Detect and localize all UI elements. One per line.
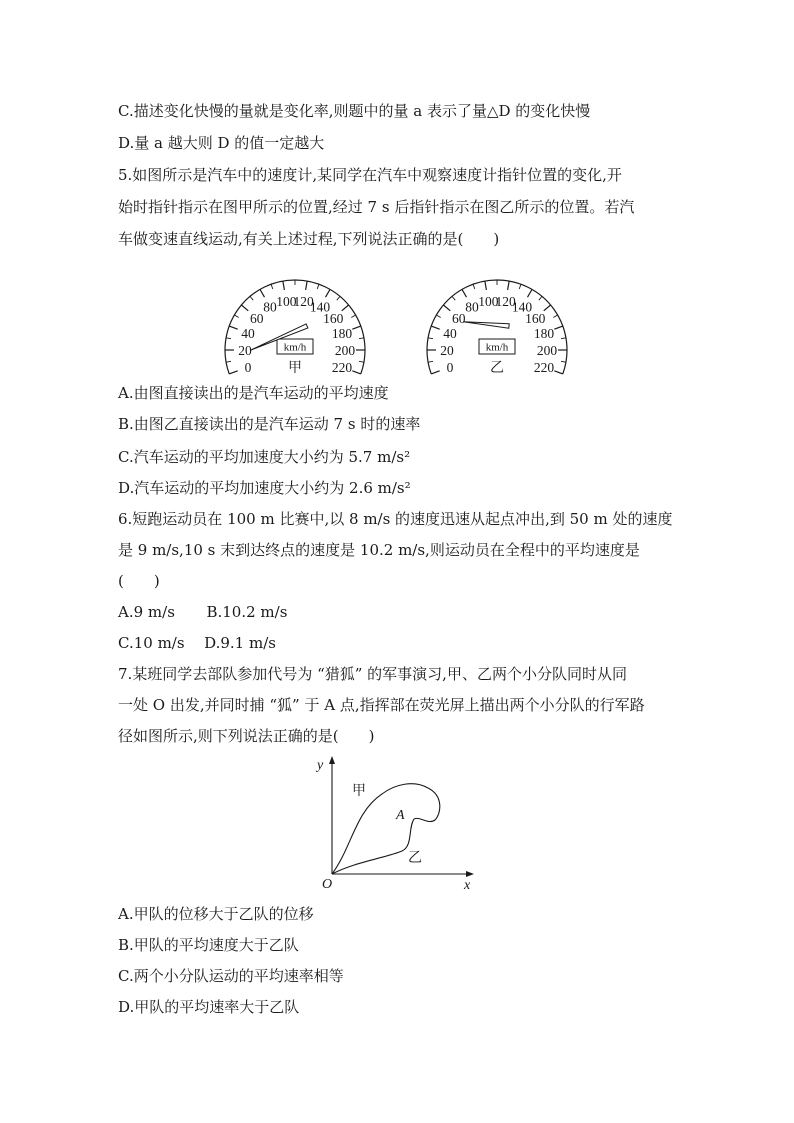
q6-options-row-2: [118, 633, 276, 653]
gauge-tick-label: 180: [533, 325, 555, 341]
gauge-tick-label: 160: [525, 310, 546, 326]
gauge-tick-mark: [226, 338, 231, 339]
gauge-tick-label: 120: [293, 293, 314, 309]
q5-option-c: C.汽车运动的平均加速度大小约为 5.7 m/s²: [118, 448, 411, 466]
gauge-tick-mark: [283, 281, 285, 290]
gauge-tick-mark: [226, 361, 231, 362]
gauge-tick-mark: [431, 371, 439, 374]
x-axis-label: x: [464, 878, 471, 893]
gauge-tick-mark: [271, 284, 273, 289]
gauge-tick-label: 200: [334, 343, 356, 358]
gauge-tick-mark: [317, 284, 319, 289]
q6-option-b: B.10.2 m/s: [206, 603, 288, 621]
gauge-tick-mark: [229, 371, 237, 374]
q7-option-c: C.两个小分队运动的平均速率相等: [118, 967, 344, 985]
gauge-needle: [463, 322, 509, 328]
gauge-tick-mark: [485, 281, 487, 290]
gauge-tick-label: 220: [533, 360, 555, 375]
gauge-tick-label: 140: [511, 299, 533, 315]
gauge-tick-mark: [462, 289, 467, 297]
gauge-tick-mark: [428, 338, 433, 339]
q5-stem-line-2: 始时指针指示在图甲所示的位置,经过 7 s 后指针指示在图乙所示的位置。若汽: [118, 198, 635, 216]
gauge-tick-mark: [539, 296, 542, 300]
q6-option-a: A.9 m/s: [118, 603, 175, 621]
q7-stem-line-1: 7.某班同学去部队参加代号为 “猎狐” 的军事演习,甲、乙两个小分队同时从同: [118, 665, 627, 683]
q6-option-d: D.9.1 m/s: [204, 634, 276, 652]
speedometer-gauge-jia: [225, 280, 365, 375]
gauge-tick-label: 160: [323, 310, 344, 326]
gauge-tick-mark: [443, 305, 450, 311]
path-yi-label: 乙: [408, 851, 422, 866]
q5-stem-line-3: 车做变速直线运动,有关上述过程,下列说法正确的是( ): [118, 230, 500, 248]
gauge-tick-mark: [452, 296, 455, 300]
point-a-label: A: [396, 808, 405, 823]
gauge-tick-mark: [234, 315, 238, 318]
gauge-tick-mark: [528, 289, 533, 297]
path-jia-label: 甲: [352, 784, 366, 799]
gauge-tick-mark: [508, 281, 510, 290]
gauge-tick-mark: [229, 326, 237, 329]
gauge-tick-mark: [260, 289, 265, 297]
speedometer-figure: [0, 255, 794, 375]
gauge-unit-label: km/h: [485, 341, 509, 354]
gauge-tick-mark: [553, 315, 557, 318]
q5-option-a: A.由图直接读出的是汽车运动的平均速度: [118, 384, 389, 402]
gauge-tick-label: 220: [331, 360, 353, 375]
gauge-tick-mark: [241, 305, 248, 311]
q7-option-a: A.甲队的位移大于乙队的位移: [118, 905, 314, 923]
gauge-tick-label: 140: [309, 299, 331, 315]
gauge-caption: 乙: [490, 361, 504, 375]
origin-label: O: [322, 877, 333, 892]
gauge-tick-mark: [352, 326, 360, 329]
gauge-tick-label: 200: [536, 343, 558, 358]
gauge-tick-mark: [250, 296, 253, 300]
gauge-tick-label: 80: [465, 299, 479, 315]
gauge-caption: 甲: [288, 361, 302, 375]
gauge-tick-label: 20: [238, 343, 252, 358]
gauge-tick-label: 40: [443, 325, 457, 341]
y-axis-label: y: [317, 758, 324, 773]
gauge-tick-mark: [554, 326, 562, 329]
gauge-tick-mark: [306, 281, 308, 290]
gauge-unit-label: km/h: [283, 341, 307, 354]
gauge-tick-label: 60: [249, 310, 264, 326]
gauge-tick-mark: [352, 371, 360, 374]
gauge-tick-mark: [326, 289, 331, 297]
gauge-tick-mark: [351, 315, 355, 318]
gauge-tick-label: 0: [446, 360, 454, 375]
route-path-jia: [332, 784, 440, 874]
q6-options-row-1: [118, 602, 287, 622]
gauge-tick-mark: [359, 361, 364, 362]
q6-stem-line-1: 6.短跑运动员在 100 m 比赛中,以 8 m/s 的速度迅速从起点冲出,到 50 m 处的速度: [118, 510, 673, 528]
route-path-yi: [332, 819, 414, 874]
gauge-tick-label: 120: [495, 293, 516, 309]
q7-stem-line-2: 一处 O 出发,并同时捕 “狐” 于 A 点,指挥部在荧光屏上描出两个小分队的行军路: [118, 696, 645, 714]
q7-stem-line-3: 径如图所示,则下列说法正确的是( ): [118, 727, 375, 745]
q6-option-c: C.10 m/s: [118, 634, 185, 652]
gauge-tick-mark: [519, 284, 521, 289]
gauge-tick-mark: [436, 315, 440, 318]
gauge-tick-mark: [337, 296, 340, 300]
q7-option-b: B.甲队的平均速度大于乙队: [118, 936, 299, 954]
gauge-tick-label: 20: [440, 343, 454, 358]
q6-stem-line-2: 是 9 m/s,10 s 末到达终点的速度是 10.2 m/s,则运动员在全程中的平均速度是: [118, 541, 640, 559]
route-figure: [300, 752, 500, 897]
gauge-tick-label: 40: [241, 325, 255, 341]
gauge-tick-mark: [561, 338, 566, 339]
gauge-tick-label: 60: [451, 310, 466, 326]
gauge-tick-mark: [561, 361, 566, 362]
gauge-tick-mark: [473, 284, 475, 289]
gauge-tick-mark: [359, 338, 364, 339]
gauge-tick-mark: [431, 326, 439, 329]
speedometer-gauge-yi: [427, 280, 567, 375]
q5-stem-line-1: 5.如图所示是汽车中的速度计,某同学在汽车中观察速度计指针位置的变化,开: [118, 166, 622, 184]
gauge-tick-label: 80: [263, 299, 277, 315]
q4-option-d: D.量 a 越大则 D 的值一定越大: [118, 134, 325, 152]
gauge-tick-label: 100: [478, 293, 499, 309]
q6-stem-line-3: ( ): [118, 572, 160, 590]
gauge-tick-mark: [428, 361, 433, 362]
gauge-tick-mark: [554, 371, 562, 374]
gauge-tick-label: 180: [331, 325, 353, 341]
q5-option-d: D.汽车运动的平均加速度大小约为 2.6 m/s²: [118, 479, 411, 497]
gauge-tick-label: 100: [276, 293, 297, 309]
q7-option-d: D.甲队的平均速率大于乙队: [118, 998, 300, 1016]
gauge-tick-label: 0: [244, 360, 252, 375]
q5-option-b: B.由图乙直接读出的是汽车运动 7 s 时的速率: [118, 415, 421, 433]
q4-option-c: C.描述变化快慢的量就是变化率,则题中的量 a 表示了量△D 的变化快慢: [118, 102, 591, 120]
